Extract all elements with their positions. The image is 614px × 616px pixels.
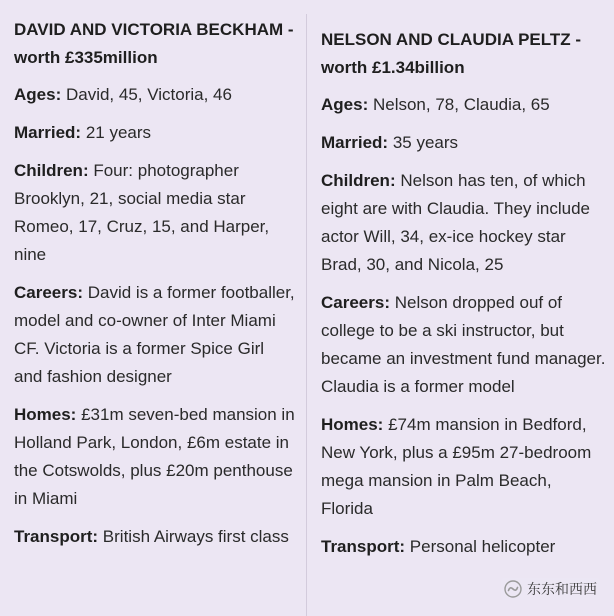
beckham-column [14, 0, 296, 561]
children-label: Children: [14, 161, 89, 180]
transport-value: British Airways first class [102, 527, 289, 546]
peltz-column [321, 0, 606, 571]
watermark-text: 东东和西西 [527, 582, 597, 598]
peltz-ages [321, 91, 606, 119]
beckham-ages [14, 81, 296, 109]
married-value: 21 years [85, 123, 152, 142]
careers-value: David is a former footballer, model and co-owner of Inter Miami CF. Victoria is a former Spice Girl and fashion designer [14, 283, 295, 386]
beckham-transport [14, 523, 296, 551]
married-label: Married: [14, 123, 82, 142]
transport-value: Personal helicopter [409, 537, 556, 556]
beckham-children [14, 157, 296, 269]
careers-label: Careers: [321, 293, 390, 312]
homes-label: Homes: [14, 405, 77, 424]
peltz-transport [321, 533, 606, 561]
ages-value: David, 45, Victoria, 46 [65, 85, 232, 104]
wechat-channel-icon [504, 580, 522, 598]
ages-label: Ages: [14, 85, 62, 104]
homes-label: Homes: [321, 415, 384, 434]
ages-value: Nelson, 78, Claudia, 65 [372, 95, 550, 114]
children-label: Children: [321, 171, 396, 190]
peltz-homes [321, 411, 606, 523]
ages-label: Ages: [321, 95, 369, 114]
beckham-married [14, 119, 296, 147]
peltz-married [321, 129, 606, 157]
homes-value: £31m seven-bed mansion in Holland Park, London, £6m estate in the Cotswolds, plus £20m penthouse in Miami [14, 405, 295, 508]
beckham-careers [14, 279, 296, 391]
watermark [501, 578, 600, 600]
married-value: 35 years [392, 133, 459, 152]
peltz-heading: NELSON AND CLAUDIA PELTZ - worth £1.34billion [321, 30, 582, 77]
careers-label: Careers: [14, 283, 83, 302]
careers-value: Nelson dropped ouf of college to be a ski instructor, but became an investment fund manager. Claudia is a former model [321, 293, 606, 396]
peltz-children [321, 167, 606, 279]
peltz-careers [321, 289, 606, 401]
column-divider [306, 14, 307, 616]
beckham-heading: DAVID AND VICTORIA BECKHAM - worth £335million [14, 20, 294, 67]
homes-value: £74m mansion in Bedford, New York, plus a £95m 27-bedroom mega mansion in Palm Beach, Florida [321, 415, 592, 518]
transport-label: Transport: [321, 537, 406, 556]
married-label: Married: [321, 133, 389, 152]
children-value: Nelson has ten, of which eight are with Claudia. They include actor Will, 34, ex-ice hockey star Brad, 30, and Nicola, 25 [321, 171, 591, 274]
beckham-homes [14, 401, 296, 513]
transport-label: Transport: [14, 527, 99, 546]
children-value: Four: photographer Brooklyn, 21, social media star Romeo, 17, Cruz, 15, and Harper, nine [14, 161, 270, 264]
